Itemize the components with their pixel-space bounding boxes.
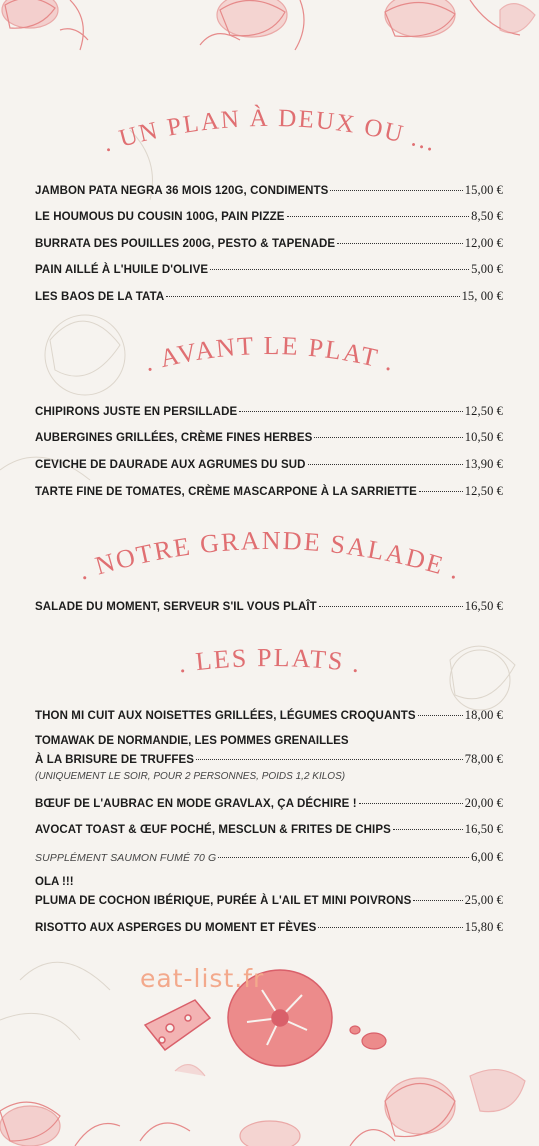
olives-illustration [347,1024,397,1054]
menu-item [35,209,503,224]
item-price: 18,00 € [464,708,503,722]
dot-leader [218,857,469,858]
dot-leader [359,803,463,804]
menu-item-supplement [35,850,503,865]
item-name: BURRATA DES POUILLES 200G, PESTO & TAPENADE [35,238,336,250]
item-price: 12,50 € [464,484,503,498]
item-price: 15, 00 € [461,289,503,303]
menu-item [35,183,503,198]
item-name: À LA BRISURE DE TRUFFES [35,754,195,766]
item-price: 10,50 € [464,430,503,444]
dot-leader [418,715,463,716]
menu-item [35,457,503,472]
item-price: 15,00 € [464,183,503,197]
svg-text:. AVANT LE PLAT .: . AVANT LE PLAT . [140,330,399,378]
item-price: 15,80 € [464,920,503,934]
dot-leader [210,269,469,270]
svg-text:. UN PLAN À DEUX OU ...: . UN PLAN À DEUX OU ... [99,104,440,158]
item-name: AVOCAT TOAST & ŒUF POCHÉ, MESCLUN & FRITES DE CHIPS [35,824,391,836]
item-name: THON MI CUIT AUX NOISETTES GRILLÉES, LÉGUMES CROQUANTS [35,710,416,722]
dot-leader [318,927,462,928]
menu-item [35,236,503,251]
dot-leader [413,900,462,901]
dot-leader [239,411,463,412]
item-price: 78,00 € [464,752,503,766]
menu-item [35,822,503,837]
item-price: 12,00 € [464,236,503,250]
item-name: LE HOUMOUS DU COUSIN 100G, PAIN PIZZE [35,211,285,223]
section-title-les-plats [0,644,539,680]
menu-item [35,893,503,908]
dot-leader [287,216,470,217]
dot-leader [419,491,463,492]
item-name: TARTE FINE DE TOMATES, CRÈME MASCARPONE À LA SARRIETTE [35,486,417,498]
svg-text:. LES PLATS .: . LES PLATS . [176,642,363,679]
menu-item [35,796,503,811]
section-title-grande-salade [0,525,539,588]
menu-item [35,289,503,304]
item-name: JAMBON PATA NEGRA 36 MOIS 120G, CONDIMENTS [35,185,329,197]
svg-text:. NOTRE GRANDE SALADE .: . NOTRE GRANDE SALADE . [74,525,465,586]
dot-leader [330,190,462,191]
item-price: 20,00 € [464,796,503,810]
item-name: SALADE DU MOMENT, SERVEUR S'IL VOUS PLAÎT [35,601,317,613]
dot-leader [166,296,459,297]
section-title-avant-le-plat [0,330,539,379]
item-price: 12,50 € [464,404,503,418]
menu-item [35,484,503,499]
dot-leader [308,464,463,465]
item-price: 16,50 € [464,822,503,836]
item-name-line1: OLA !!! [35,876,74,888]
menu-item [35,708,503,723]
item-note: (UNIQUEMENT LE SOIR, POUR 2 PERSONNES, POIDS 1,2 KILOS) [35,771,346,782]
item-name: PLUMA DE COCHON IBÉRIQUE, PURÉE À L'AIL ET MINI POIVRONS [35,895,412,907]
dot-leader [196,759,463,760]
item-name: SUPPLÉMENT SAUMON FUMÉ 70 G [35,852,217,864]
dot-leader [314,437,462,438]
cheese-illustration [140,990,220,1060]
menu-item [35,404,503,419]
menu-item [35,920,503,935]
menu-item [35,599,503,614]
item-name: RISOTTO AUX ASPERGES DU MOMENT ET FÈVES [35,922,317,934]
item-price: 6,00 € [471,850,503,864]
item-name: PAIN AILLÉ À L'HUILE D'OLIVE [35,264,209,276]
item-price: 13,90 € [464,457,503,471]
item-name: AUBERGINES GRILLÉES, CRÈME FINES HERBES [35,432,313,444]
dot-leader [393,829,463,830]
section-title-plan-a-deux [0,104,539,158]
watermark: eat-list.fr [140,964,265,993]
item-name: CEVICHE DE DAURADE AUX AGRUMES DU SUD [35,459,306,471]
dot-leader [319,606,463,607]
item-price: 5,00 € [471,262,503,276]
item-name-line1: TOMAWAK DE NORMANDIE, LES POMMES GRENAILLES [35,735,349,747]
item-name: BŒUF DE L'AUBRAC EN MODE GRAVLAX, ÇA DÉCHIRE ! [35,798,357,810]
item-name: CHIPIRONS JUSTE EN PERSILLADE [35,406,238,418]
item-name: LES BAOS DE LA TATA [35,291,165,303]
item-price: 25,00 € [464,893,503,907]
menu-item [35,262,503,277]
menu-item [35,752,503,767]
item-price: 8,50 € [471,209,503,223]
dot-leader [337,243,463,244]
item-price: 16,50 € [464,599,503,613]
menu-item [35,430,503,445]
